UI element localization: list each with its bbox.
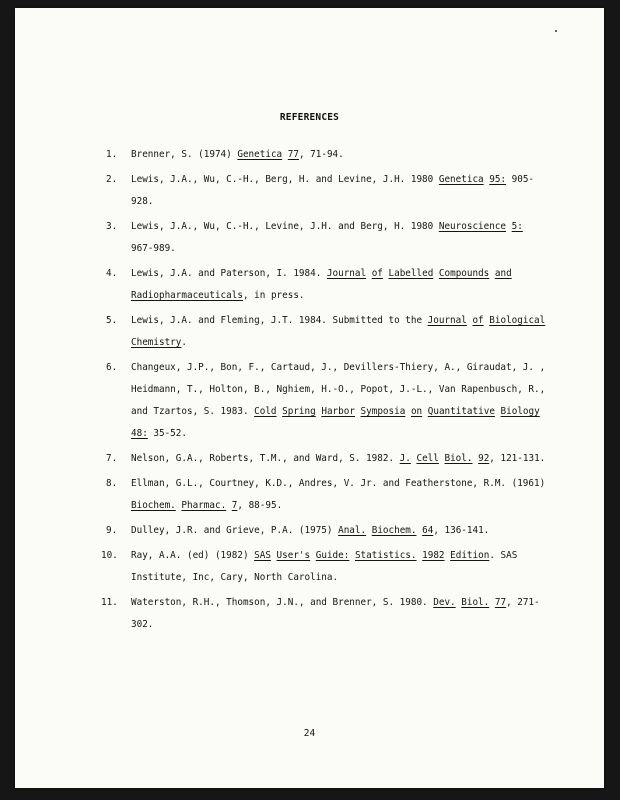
reference-text: , 88-95. [237, 500, 283, 511]
reference-text: , 71-94. [298, 149, 344, 160]
reference-text: Brenner, S. (1974) [131, 149, 238, 160]
reference-number: 9. [106, 525, 118, 536]
reference-number: 3. [106, 221, 118, 232]
reference-underlined-text: Pharmac. [181, 500, 227, 511]
page-title: REFERENCES [279, 112, 340, 123]
reference-entry [106, 263, 550, 307]
reference-underlined-text: Genetica [237, 149, 283, 160]
reference-underlined-text: on [410, 406, 423, 417]
reference-number: 4. [106, 268, 118, 279]
reference-text: 905-928. [131, 174, 535, 207]
reference-entry [106, 216, 550, 260]
reference-underlined-text: Chemistry [131, 337, 182, 348]
reference-text: Lewis, J.A., Wu, C.-H., Berg, H. and Levine, J.H. 1980 [131, 174, 439, 185]
reference-underlined-text: Biochem. [131, 500, 176, 511]
reference-text: , in press. [242, 290, 305, 301]
reference-text: Waterston, R.H., Thomson, J.N., and Brenner, S. 1980. [131, 597, 434, 608]
reference-underlined-text: Cell [416, 453, 439, 464]
reference-text: . [181, 337, 187, 348]
document-page [15, 8, 604, 788]
reference-underlined-text: 7 [231, 500, 238, 511]
reference-number: 2. [106, 174, 118, 185]
reference-text: Lewis, J.A. and Fleming, J.T. 1984. Submitted to the [131, 315, 428, 326]
reference-underlined-text: Genetica [438, 174, 484, 185]
reference-text: , 271-302. [131, 597, 540, 630]
reference-underlined-text: Anal. [338, 525, 367, 536]
reference-underlined-text: User's [276, 550, 311, 561]
reference-underlined-text: Guide: [315, 550, 350, 561]
reference-underlined-text: 77 [287, 149, 299, 160]
reference-underlined-text: Journal [326, 268, 367, 279]
reference-underlined-text: 1982 [422, 550, 445, 561]
reference-underlined-text: 92 [478, 453, 490, 464]
reference-entry [106, 169, 550, 213]
reference-text: , 121-131. [489, 453, 546, 464]
reference-text: Nelson, G.A., Roberts, T.M., and Ward, S. 1982. [131, 453, 400, 464]
reference-underlined-text: Biological [489, 315, 546, 326]
reference-entry [106, 473, 550, 517]
reference-text: 967-989. [131, 243, 176, 254]
reference-entry [106, 144, 550, 166]
reference-underlined-text: Edition [450, 550, 490, 561]
reference-entry [101, 545, 550, 589]
reference-text: , 136-141. [433, 525, 490, 536]
reference-underlined-text: 48: [131, 428, 148, 439]
reference-underlined-text: Quantitative [427, 406, 495, 417]
reference-text: 35-52. [147, 428, 187, 439]
reference-number: 5. [106, 315, 118, 326]
reference-underlined-text: Neuroscience [438, 221, 507, 232]
reference-text: Lewis, J.A., Wu, C.-H., Levine, J.H. and Berg, H. 1980 [131, 221, 439, 232]
reference-list [101, 144, 550, 639]
reference-number: 1. [106, 149, 118, 160]
reference-text: . SAS Institute, Inc, Cary, North Carolina. [131, 550, 518, 583]
reference-underlined-text: Harbor [321, 406, 355, 417]
reference-underlined-text: Biol. [444, 453, 473, 464]
reference-underlined-text: Radiopharmaceuticals [131, 290, 243, 301]
reference-entry [106, 520, 550, 542]
reference-underlined-text: 95: [489, 174, 507, 185]
reference-underlined-text: SAS [254, 550, 271, 561]
reference-underlined-text: of [371, 268, 383, 279]
reference-underlined-text: 77 [494, 597, 507, 608]
reference-underlined-text: Statistics. [354, 550, 417, 561]
paper-speck [555, 30, 557, 32]
reference-number: 7. [106, 453, 118, 464]
reference-entry [106, 310, 550, 354]
reference-underlined-text: Biochem. [371, 525, 417, 536]
reference-number: 10. [101, 550, 118, 561]
reference-underlined-text: 64 [422, 525, 434, 536]
reference-number: 11. [101, 597, 118, 608]
reference-number: 6. [106, 362, 118, 373]
reference-underlined-text: Biology [500, 406, 540, 417]
reference-text: Lewis, J.A. and Paterson, I. 1984. [131, 268, 327, 279]
reference-text: Changeux, J.P., Bon, F., Cartaud, J., Devillers-Thiery, A., Giraudat, J. , Heidmann, T., Holton, B., Nghiem, H.-O., Popot, J.-L., Van Rapenbusch, R., and Tzartos, S. 1983. [131, 362, 546, 417]
reference-text: Ray, A.A. (ed) (1982) [131, 550, 255, 561]
reference-entry [106, 448, 550, 470]
reference-underlined-text: 5: [511, 221, 523, 232]
reference-underlined-text: Journal [427, 315, 467, 326]
reference-underlined-text: and [494, 268, 512, 279]
reference-underlined-text: Labelled [388, 268, 434, 279]
reference-text: Ellman, G.L., Courtney, K.D., Andres, V. Jr. and Featherstone, R.M. (1961) [131, 478, 546, 489]
reference-underlined-text: Compounds [438, 268, 490, 279]
reference-underlined-text: Spring [282, 406, 316, 417]
reference-entry [106, 357, 550, 445]
page-number: 24 [303, 728, 316, 739]
reference-entry [101, 592, 550, 636]
reference-underlined-text: Cold [254, 406, 277, 417]
reference-text: Dulley, J.R. and Grieve, P.A. (1975) [131, 525, 339, 536]
reference-underlined-text: J. [399, 453, 411, 464]
reference-underlined-text: Biol. [461, 597, 490, 608]
reference-underlined-text: of [472, 315, 484, 326]
reference-number: 8. [106, 478, 118, 489]
reference-underlined-text: Dev. [433, 597, 456, 608]
reference-underlined-text: Symposia [360, 406, 406, 417]
